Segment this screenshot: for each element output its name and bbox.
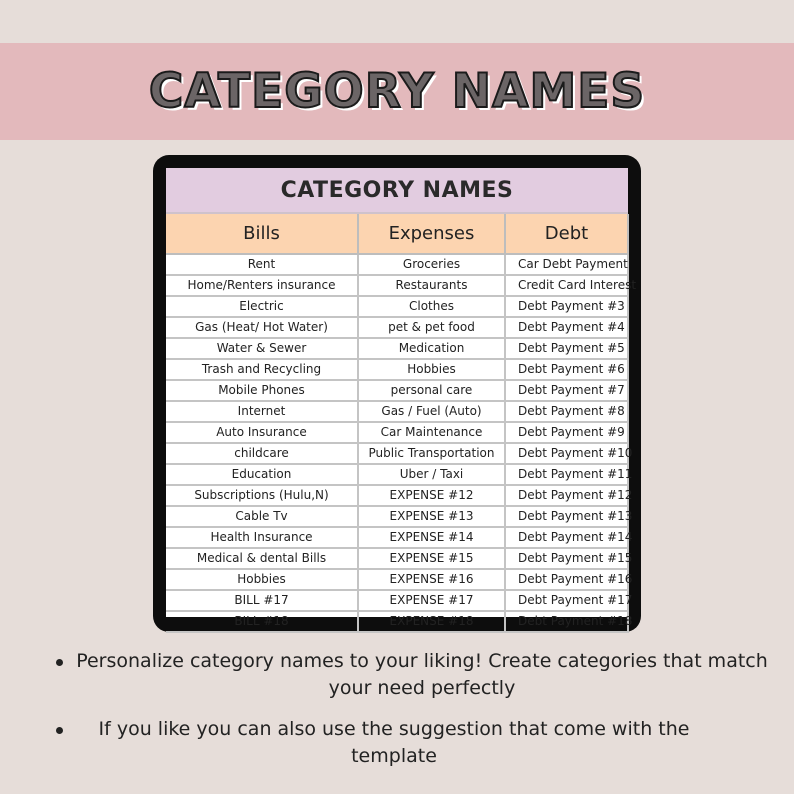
debt-cell[interactable]: Debt Payment #5 bbox=[505, 338, 628, 359]
expense-cell[interactable]: Uber / Taxi bbox=[358, 464, 505, 485]
expense-cell[interactable]: EXPENSE #18 bbox=[358, 611, 505, 632]
expense-cell[interactable]: EXPENSE #16 bbox=[358, 569, 505, 590]
debt-cell[interactable]: Debt Payment #15 bbox=[505, 548, 628, 569]
table-row bbox=[166, 569, 628, 590]
expense-cell[interactable]: Groceries bbox=[358, 254, 505, 275]
bill-cell[interactable]: BILL #17 bbox=[166, 590, 358, 611]
table-row bbox=[166, 317, 628, 338]
debt-cell[interactable]: Credit Card Interest bbox=[505, 275, 628, 296]
header-debt[interactable]: Debt bbox=[505, 214, 628, 254]
bullet-item bbox=[50, 716, 714, 770]
bill-cell[interactable]: Medical & dental Bills bbox=[166, 548, 358, 569]
expense-cell[interactable]: Gas / Fuel (Auto) bbox=[358, 401, 505, 422]
debt-cell[interactable]: Debt Payment #10 bbox=[505, 443, 628, 464]
bullet-item bbox=[50, 648, 770, 702]
debt-cell[interactable]: Debt Payment #16 bbox=[505, 569, 628, 590]
debt-cell[interactable]: Debt Payment #6 bbox=[505, 359, 628, 380]
expense-cell[interactable]: EXPENSE #12 bbox=[358, 485, 505, 506]
expense-cell[interactable]: pet & pet food bbox=[358, 317, 505, 338]
expense-cell[interactable]: EXPENSE #17 bbox=[358, 590, 505, 611]
debt-cell[interactable]: Debt Payment #3 bbox=[505, 296, 628, 317]
table-row bbox=[166, 401, 628, 422]
bill-cell[interactable]: Auto Insurance bbox=[166, 422, 358, 443]
expense-cell[interactable]: EXPENSE #14 bbox=[358, 527, 505, 548]
bullet-text: If you like you can also use the suggestion that come with the template bbox=[98, 718, 690, 767]
table-row bbox=[166, 338, 628, 359]
bill-cell[interactable]: Home/Renters insurance bbox=[166, 275, 358, 296]
category-table bbox=[166, 214, 637, 633]
bill-cell[interactable]: Health Insurance bbox=[166, 527, 358, 548]
table-row bbox=[166, 254, 628, 275]
bullet-dot-icon bbox=[56, 659, 63, 666]
table-row bbox=[166, 380, 628, 401]
header-expenses[interactable]: Expenses bbox=[358, 214, 505, 254]
table-row bbox=[166, 506, 628, 527]
bill-cell[interactable]: Subscriptions (Hulu,N) bbox=[166, 485, 358, 506]
table-row bbox=[166, 590, 628, 611]
bill-cell[interactable]: Mobile Phones bbox=[166, 380, 358, 401]
feature-list bbox=[50, 648, 770, 784]
expense-cell[interactable]: EXPENSE #15 bbox=[358, 548, 505, 569]
table-row bbox=[166, 611, 628, 632]
bullet-text: Personalize category names to your liking! Create categories that match your need perfectly bbox=[76, 650, 768, 699]
table-row bbox=[166, 359, 628, 380]
debt-cell[interactable]: Car Debt Payment bbox=[505, 254, 628, 275]
table-row bbox=[166, 464, 628, 485]
bill-cell[interactable]: Electric bbox=[166, 296, 358, 317]
title-banner bbox=[0, 43, 794, 140]
bill-cell[interactable]: Hobbies bbox=[166, 569, 358, 590]
debt-cell[interactable]: Debt Payment #12 bbox=[505, 485, 628, 506]
bill-cell[interactable]: childcare bbox=[166, 443, 358, 464]
tablet-frame bbox=[153, 155, 641, 632]
bill-cell[interactable]: Education bbox=[166, 464, 358, 485]
table-row bbox=[166, 422, 628, 443]
bill-cell[interactable]: BILL #18 bbox=[166, 611, 358, 632]
banner-title: CATEGORY NAMES bbox=[148, 64, 646, 119]
table-row bbox=[166, 443, 628, 464]
expense-cell[interactable]: Restaurants bbox=[358, 275, 505, 296]
bullet-dot-icon bbox=[56, 727, 63, 734]
expense-cell[interactable]: Medication bbox=[358, 338, 505, 359]
table-row bbox=[166, 548, 628, 569]
bill-cell[interactable]: Rent bbox=[166, 254, 358, 275]
debt-cell[interactable]: Debt Payment #8 bbox=[505, 401, 628, 422]
bill-cell[interactable]: Trash and Recycling bbox=[166, 359, 358, 380]
debt-cell[interactable]: Debt Payment #4 bbox=[505, 317, 628, 338]
debt-cell[interactable]: Debt Payment #7 bbox=[505, 380, 628, 401]
bill-cell[interactable]: Cable Tv bbox=[166, 506, 358, 527]
header-bills[interactable]: Bills bbox=[166, 214, 358, 254]
table-row bbox=[166, 275, 628, 296]
expense-cell[interactable]: Hobbies bbox=[358, 359, 505, 380]
bill-cell[interactable]: Internet bbox=[166, 401, 358, 422]
table-row bbox=[166, 527, 628, 548]
expense-cell[interactable]: EXPENSE #13 bbox=[358, 506, 505, 527]
debt-cell[interactable]: Debt Payment #9 bbox=[505, 422, 628, 443]
bill-cell[interactable]: Gas (Heat/ Hot Water) bbox=[166, 317, 358, 338]
debt-cell[interactable]: Debt Payment #17 bbox=[505, 590, 628, 611]
debt-cell[interactable]: Debt Payment #11 bbox=[505, 464, 628, 485]
table-row bbox=[166, 296, 628, 317]
debt-cell[interactable]: Debt Payment #18 bbox=[505, 611, 628, 632]
spreadsheet-screen bbox=[166, 168, 637, 628]
bill-cell[interactable]: Water & Sewer bbox=[166, 338, 358, 359]
expense-cell[interactable]: personal care bbox=[358, 380, 505, 401]
header-row bbox=[166, 214, 628, 254]
debt-cell[interactable]: Debt Payment #13 bbox=[505, 506, 628, 527]
sheet-title: CATEGORY NAMES bbox=[166, 168, 628, 214]
expense-cell[interactable]: Clothes bbox=[358, 296, 505, 317]
table-row bbox=[166, 485, 628, 506]
expense-cell[interactable]: Car Maintenance bbox=[358, 422, 505, 443]
expense-cell[interactable]: Public Transportation bbox=[358, 443, 505, 464]
debt-cell[interactable]: Debt Payment #14 bbox=[505, 527, 628, 548]
